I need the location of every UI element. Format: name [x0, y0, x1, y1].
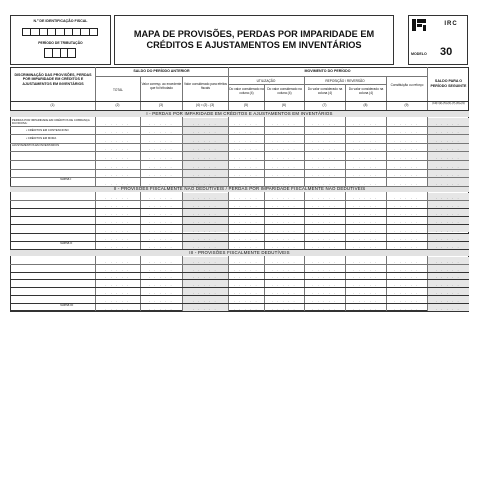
amount-field[interactable]: . . . . .	[353, 120, 378, 126]
col-number: (4) = (2) - (3)	[195, 103, 215, 107]
col-number: (3)	[159, 103, 163, 107]
amount-field[interactable]: . . . . .	[312, 195, 337, 201]
soma-1-label: Soma I	[60, 177, 72, 181]
row-divider	[10, 169, 469, 170]
amount-field[interactable]: . . . . .	[105, 211, 130, 217]
amount-field[interactable]: . . . . .	[148, 235, 174, 241]
amount-field[interactable]: . . . . .	[435, 211, 461, 217]
amount-field[interactable]: . . . . .	[271, 137, 297, 143]
amount-field[interactable]: . . . . .	[394, 155, 419, 160]
soma-3-label: Soma III	[60, 303, 74, 307]
amount-field[interactable]: . . . . .	[233, 129, 259, 135]
row-divider	[10, 264, 469, 265]
utilizacao-header: UTILIZAÇÃO	[256, 79, 276, 83]
saldo-seguinte-header: SALDO PARA O PERÍODO SEGUINTE	[430, 79, 467, 88]
amount-field[interactable]: . . . . .	[435, 195, 461, 201]
amount-field[interactable]: . . . . .	[394, 219, 419, 225]
modelo-number: 30	[440, 46, 453, 58]
amount-field[interactable]: . . . . .	[192, 172, 218, 178]
amount-field[interactable]: . . . . .	[148, 274, 174, 280]
header-divider	[10, 101, 469, 102]
header-divider	[95, 76, 427, 77]
row-label: AJUSTAMENTOS EM INVENTÁRIOS	[12, 143, 60, 147]
amount-field[interactable]: . . . . .	[353, 290, 378, 295]
amount-field[interactable]: . . . . .	[148, 180, 174, 186]
amount-field[interactable]: . . . . .	[353, 155, 378, 160]
amount-field[interactable]: . . . . .	[394, 203, 419, 209]
amount-field[interactable]: . . . . .	[148, 203, 174, 209]
amount-field[interactable]: . . . . .	[148, 305, 174, 311]
amount-field[interactable]: . . . . .	[312, 297, 337, 303]
amount-field[interactable]: . . . . .	[233, 243, 259, 249]
amount-field[interactable]: . . . . .	[435, 172, 461, 178]
amount-field[interactable]: . . . . .	[435, 282, 461, 288]
amount-field[interactable]: . . . . .	[233, 155, 259, 160]
row-divider	[10, 241, 469, 242]
amount-field[interactable]: . . . . .	[271, 227, 297, 233]
page-title: MAPA DE PROVISÕES, PERDAS POR IMPARIDADE EM CRÉDITOS E AJUSTAMENTOS EM INVENTÁRIOS	[133, 29, 375, 50]
col5-header: Do valor considerado na coluna (4)	[229, 87, 264, 95]
amount-field[interactable]: . . . . .	[105, 266, 130, 272]
amount-field[interactable]: . . . . .	[233, 219, 259, 225]
amount-field[interactable]: . . . . .	[312, 243, 337, 249]
row-divider	[10, 143, 469, 144]
header-divider	[228, 84, 386, 85]
amount-field[interactable]: . . . . .	[394, 137, 419, 143]
discriminacao-header: DISCRIMINAÇÃO DAS PROVISÕES, PERDAS POR IMPARIDADE EM CRÉDITOS E AJUSTAMENTOS EM INVENTÁRIOS	[14, 73, 92, 86]
amount-field[interactable]: . . . . .	[353, 172, 378, 178]
amount-field[interactable]: . . . . .	[353, 282, 378, 288]
amount-field[interactable]: . . . . .	[105, 146, 130, 152]
amount-field[interactable]: . . . . .	[271, 163, 297, 169]
amount-field[interactable]: . . . . .	[312, 172, 337, 178]
soma-2-label: Soma II	[60, 241, 73, 245]
amount-field[interactable]: . . . . .	[148, 163, 174, 169]
row-divider	[10, 160, 469, 161]
amount-field[interactable]: . . . . .	[148, 227, 174, 233]
amount-field[interactable]: . . . . .	[105, 235, 130, 241]
amount-field[interactable]: . . . . .	[192, 129, 218, 135]
row-divider	[10, 134, 469, 135]
amount-field[interactable]: . . . . .	[192, 180, 218, 186]
amount-field[interactable]: . . . . .	[148, 282, 174, 288]
amount-field[interactable]: . . . . .	[394, 290, 419, 295]
amount-field[interactable]: . . . . .	[394, 195, 419, 201]
amount-field[interactable]: . . . . .	[233, 146, 259, 152]
amount-field[interactable]: . . . . .	[271, 172, 297, 178]
amount-field[interactable]: . . . . .	[192, 163, 218, 169]
saldo-anterior-header: SALDO DO PERÍODO ANTERIOR	[133, 69, 190, 73]
row-divider	[10, 177, 469, 178]
amount-field[interactable]: . . . . .	[394, 180, 419, 186]
row-label: • CRÉDITOS EM CONTENCIOSO	[26, 128, 69, 132]
amount-field[interactable]: . . . . .	[192, 282, 218, 288]
amount-field[interactable]: . . . . .	[148, 297, 174, 303]
amount-field[interactable]: . . . . .	[105, 195, 130, 201]
amount-field[interactable]: . . . . .	[148, 155, 174, 160]
col7-header: Do valor considerado na coluna (4)	[307, 87, 343, 95]
amount-field[interactable]: . . . . .	[233, 195, 259, 201]
amount-field[interactable]: . . . . .	[233, 137, 259, 143]
amount-field[interactable]: . . . . .	[233, 282, 259, 288]
amount-field[interactable]: . . . . .	[435, 146, 461, 152]
amount-field[interactable]: . . . . .	[394, 129, 419, 135]
amount-field[interactable]: . . . . .	[312, 146, 337, 152]
amount-field[interactable]: . . . . .	[192, 227, 218, 233]
amount-field[interactable]: . . . . .	[435, 120, 461, 126]
row-divider	[10, 224, 469, 225]
amount-field[interactable]: . . . . .	[271, 266, 297, 272]
amount-field[interactable]: . . . . .	[271, 290, 297, 295]
amount-field[interactable]: . . . . .	[353, 211, 378, 217]
amount-field[interactable]: . . . . .	[394, 305, 419, 311]
col-number: (6)	[282, 103, 286, 107]
row-divider	[10, 216, 469, 217]
amount-field[interactable]: . . . . .	[312, 137, 337, 143]
amount-field[interactable]: . . . . .	[271, 211, 297, 217]
row-divider	[10, 272, 469, 273]
amount-field[interactable]: . . . . .	[233, 297, 259, 303]
amount-field[interactable]: . . . . .	[105, 155, 130, 160]
amount-field[interactable]: . . . . .	[394, 146, 419, 152]
amount-field[interactable]: . . . . .	[312, 305, 337, 311]
amount-field[interactable]: . . . . .	[435, 227, 461, 233]
row-label: • CRÉDITOS EM MORA	[26, 136, 57, 140]
nif-label: N.º DE IDENTIFICAÇÃO FISCAL	[33, 19, 88, 23]
amount-field[interactable]: . . . . .	[192, 203, 218, 209]
amount-field[interactable]: . . . . .	[394, 243, 419, 249]
amount-field[interactable]: . . . . .	[148, 146, 174, 152]
amount-field[interactable]: . . . . .	[105, 290, 130, 295]
section-3-title: III - PROVISÕES FISCALMENTE DEDUTÍVEIS	[10, 250, 469, 256]
amount-field[interactable]: . . . . .	[192, 266, 218, 272]
periodo-input[interactable]	[44, 48, 76, 58]
amount-field[interactable]: . . . . .	[312, 155, 337, 160]
amount-field[interactable]: . . . . .	[105, 297, 130, 303]
amount-field[interactable]: . . . . .	[148, 243, 174, 249]
amount-field[interactable]: . . . . .	[148, 195, 174, 201]
amount-field[interactable]: . . . . .	[312, 258, 337, 264]
row-divider	[10, 295, 469, 296]
amount-field[interactable]: . . . . .	[192, 195, 218, 201]
amount-field[interactable]: . . . . .	[233, 305, 259, 311]
amount-field[interactable]: . . . . .	[148, 137, 174, 143]
valor-considerado-header: Valor considerado para efeitos fiscais	[184, 82, 227, 90]
amount-field[interactable]: . . . . .	[148, 172, 174, 178]
col6-header: Do valor considerado na coluna (4)	[267, 87, 302, 95]
amount-field[interactable]: . . . . .	[271, 243, 297, 249]
row-divider	[10, 186, 469, 187]
amount-field[interactable]: . . . . .	[312, 120, 337, 126]
amount-field[interactable]: . . . . .	[148, 258, 174, 264]
amount-field[interactable]: . . . . .	[353, 235, 378, 241]
amount-field[interactable]: . . . . .	[394, 163, 419, 169]
nif-input[interactable]	[22, 28, 98, 36]
amount-field[interactable]: . . . . .	[394, 258, 419, 264]
amount-field[interactable]: . . . . .	[148, 219, 174, 225]
amount-field[interactable]: . . . . .	[271, 305, 297, 311]
amount-field[interactable]: . . . . .	[435, 203, 461, 209]
amount-field[interactable]: . . . . .	[233, 274, 259, 280]
amount-field[interactable]: . . . . .	[105, 282, 130, 288]
amount-field[interactable]: . . . . .	[394, 120, 419, 126]
amount-field[interactable]: . . . . .	[105, 203, 130, 209]
amount-field[interactable]: . . . . .	[435, 235, 461, 241]
amount-field[interactable]: . . . . .	[105, 163, 130, 169]
row-divider	[10, 311, 469, 312]
amount-field[interactable]: . . . . .	[271, 195, 297, 201]
col-number: (9)	[404, 103, 409, 107]
amount-field[interactable]: . . . . .	[435, 129, 461, 135]
amount-field[interactable]: . . . . .	[353, 203, 378, 209]
amount-field[interactable]: . . . . .	[312, 227, 337, 233]
amount-field[interactable]: . . . . .	[353, 243, 378, 249]
amount-field[interactable]: . . . . .	[192, 146, 218, 152]
amount-field[interactable]: . . . . .	[435, 155, 461, 160]
amount-field[interactable]: . . . . .	[435, 137, 461, 143]
amount-field[interactable]: . . . . .	[353, 129, 378, 135]
periodo-label: PERÍODO DE TRIBUTAÇÃO	[38, 41, 83, 45]
amount-field[interactable]: . . . . .	[271, 129, 297, 135]
amount-field[interactable]: . . . . .	[192, 219, 218, 225]
amount-field[interactable]: . . . . .	[271, 235, 297, 241]
amount-field[interactable]: . . . . .	[192, 137, 218, 143]
amount-field[interactable]: . . . . .	[435, 274, 461, 280]
amount-field[interactable]: . . . . .	[394, 266, 419, 272]
amount-field[interactable]: . . . . .	[233, 180, 259, 186]
row-divider	[10, 233, 469, 234]
row-label: PERDAS POR IMPARIDADE EM CRÉDITOS DE COBRANÇA DUVIDOSA:	[12, 118, 90, 126]
amount-field[interactable]: . . . . .	[312, 180, 337, 186]
amount-field[interactable]: . . . . .	[312, 129, 337, 135]
col-number: (5)	[244, 103, 248, 107]
amount-field[interactable]: . . . . .	[271, 203, 297, 209]
amount-field[interactable]: . . . . .	[271, 282, 297, 288]
amount-field[interactable]: . . . . .	[148, 120, 174, 126]
amount-field[interactable]: . . . . .	[271, 155, 297, 160]
amount-field[interactable]: . . . . .	[312, 282, 337, 288]
amount-field[interactable]: . . . . .	[271, 120, 297, 126]
amount-field[interactable]: . . . . .	[192, 120, 218, 126]
section-1-title: I - PERDAS POR IMPARIDADE EM CRÉDITOS E AJUSTAMENTOS EM INVENTÁRIOS	[10, 111, 469, 117]
tax-authority-logo-icon	[412, 19, 426, 31]
amount-field[interactable]: . . . . .	[353, 163, 378, 169]
amount-field[interactable]: . . . . .	[233, 290, 259, 295]
irc-label: IRC	[444, 21, 458, 27]
amount-field[interactable]: . . . . .	[271, 180, 297, 186]
amount-field[interactable]: . . . . .	[353, 195, 378, 201]
amount-field[interactable]: . . . . .	[353, 137, 378, 143]
amount-field[interactable]: . . . . .	[233, 163, 259, 169]
amount-field[interactable]: . . . . .	[192, 305, 218, 311]
amount-field[interactable]: . . . . .	[192, 235, 218, 241]
amount-field[interactable]: . . . . .	[233, 235, 259, 241]
col-number: (2)	[115, 103, 120, 107]
amount-field[interactable]: . . . . .	[353, 297, 378, 303]
amount-field[interactable]: . . . . .	[105, 129, 130, 135]
amount-field[interactable]: . . . . .	[105, 120, 130, 126]
amount-field[interactable]: . . . . .	[394, 172, 419, 178]
col-number: (8)	[363, 103, 368, 107]
amount-field[interactable]: . . . . .	[394, 282, 419, 288]
amount-field[interactable]: . . . . .	[394, 274, 419, 280]
amount-field[interactable]: . . . . .	[435, 258, 461, 264]
amount-field[interactable]: . . . . .	[105, 227, 130, 233]
amount-field[interactable]: . . . . .	[271, 297, 297, 303]
col-number: (10)=(2)-(5)-(6)-(7)-(8)+(9)	[432, 101, 465, 105]
amount-field[interactable]: . . . . .	[353, 146, 378, 152]
amount-field[interactable]: . . . . .	[312, 163, 337, 169]
amount-field[interactable]: . . . . .	[233, 120, 259, 126]
amount-field[interactable]: . . . . .	[105, 172, 130, 178]
row-divider	[10, 303, 469, 304]
reposicao-header: REPOSIÇÃO / REVERSÃO	[325, 79, 365, 83]
amount-field[interactable]: . . . . .	[233, 266, 259, 272]
amount-field[interactable]: . . . . .	[394, 211, 419, 217]
row-divider	[10, 200, 469, 201]
amount-field[interactable]: . . . . .	[435, 305, 461, 311]
amount-field[interactable]: . . . . .	[353, 305, 378, 311]
amount-field[interactable]: . . . . .	[105, 219, 130, 225]
amount-field[interactable]: . . . . .	[312, 219, 337, 225]
amount-field[interactable]: . . . . .	[148, 211, 174, 217]
amount-field[interactable]: . . . . .	[353, 180, 378, 186]
amount-field[interactable]: . . . . .	[105, 305, 130, 311]
amount-field[interactable]: . . . . .	[233, 227, 259, 233]
row-divider	[10, 208, 469, 209]
section-2-title: II - PROVISÕES FISCALMENTE NÃO DEDUTÍVEIS / PERDAS POR IMPARIDADE FISCALMENTE NÃO DEDUTÍVEIS	[10, 186, 469, 192]
amount-field[interactable]: . . . . .	[353, 219, 378, 225]
amount-field[interactable]: . . . . .	[192, 297, 218, 303]
row-divider	[10, 287, 469, 288]
amount-field[interactable]: . . . . .	[312, 266, 337, 272]
amount-field[interactable]: . . . . .	[435, 219, 461, 225]
amount-field[interactable]: . . . . .	[312, 211, 337, 217]
amount-field[interactable]: . . . . .	[435, 243, 461, 249]
amount-field[interactable]: . . . . .	[192, 258, 218, 264]
amount-field[interactable]: . . . . .	[271, 219, 297, 225]
amount-field[interactable]: . . . . .	[435, 290, 461, 295]
amount-field[interactable]: . . . . .	[353, 274, 378, 280]
amount-field[interactable]: . . . . .	[353, 258, 378, 264]
amount-field[interactable]: . . . . .	[435, 266, 461, 272]
amount-field[interactable]: . . . . .	[148, 266, 174, 272]
valor-corresp-header: Valor corresp. ao excedente que foi tributado	[141, 82, 182, 90]
col-number: (7)	[322, 103, 327, 107]
amount-field[interactable]: . . . . .	[233, 258, 259, 264]
amount-field[interactable]: . . . . .	[192, 155, 218, 160]
amount-field[interactable]: . . . . .	[233, 203, 259, 209]
amount-field[interactable]: . . . . .	[192, 243, 218, 249]
amount-field[interactable]: . . . . .	[271, 258, 297, 264]
amount-field[interactable]: . . . . .	[192, 211, 218, 217]
amount-field[interactable]: . . . . .	[148, 290, 174, 295]
amount-field[interactable]: . . . . .	[271, 146, 297, 152]
total-header: TOTAL	[113, 88, 123, 92]
amount-field[interactable]: . . . . .	[105, 243, 130, 249]
amount-field[interactable]: . . . . .	[435, 180, 461, 186]
amount-field[interactable]: . . . . .	[192, 274, 218, 280]
title-box	[114, 15, 394, 65]
amount-field[interactable]: . . . . .	[394, 235, 419, 241]
amount-field[interactable]: . . . . .	[312, 274, 337, 280]
amount-field[interactable]: . . . . .	[312, 235, 337, 241]
amount-field[interactable]: . . . . .	[105, 137, 130, 143]
row-divider	[10, 279, 469, 280]
modelo-label: MODELO	[411, 52, 427, 56]
amount-field[interactable]: . . . . .	[105, 274, 130, 280]
row-divider	[10, 249, 469, 250]
movimento-header: MOVIMENTO DO PERÍODO	[304, 69, 351, 73]
amount-field[interactable]: . . . . .	[394, 227, 419, 233]
amount-field[interactable]: . . . . .	[233, 211, 259, 217]
amount-field[interactable]: . . . . .	[271, 274, 297, 280]
row-divider	[10, 126, 469, 127]
amount-field[interactable]: . . . . .	[435, 297, 461, 303]
amount-field[interactable]: . . . . .	[105, 180, 130, 186]
amount-field[interactable]: . . . . .	[105, 258, 130, 264]
row-divider	[10, 151, 469, 152]
col8-header: Do valor considerado na coluna (4)	[348, 87, 384, 95]
col-number: (1)	[50, 103, 55, 107]
amount-field[interactable]: . . . . .	[353, 266, 378, 272]
amount-field[interactable]: . . . . .	[233, 172, 259, 178]
amount-field[interactable]: . . . . .	[312, 203, 337, 209]
amount-field[interactable]: . . . . .	[394, 297, 419, 303]
constituicao-header: Constituição ou reforço	[390, 83, 424, 87]
amount-field[interactable]: . . . . .	[148, 129, 174, 135]
amount-field[interactable]: . . . . .	[312, 290, 337, 295]
amount-field[interactable]: . . . . .	[192, 290, 218, 295]
amount-field[interactable]: . . . . .	[353, 227, 378, 233]
amount-field[interactable]: . . . . .	[435, 163, 461, 169]
